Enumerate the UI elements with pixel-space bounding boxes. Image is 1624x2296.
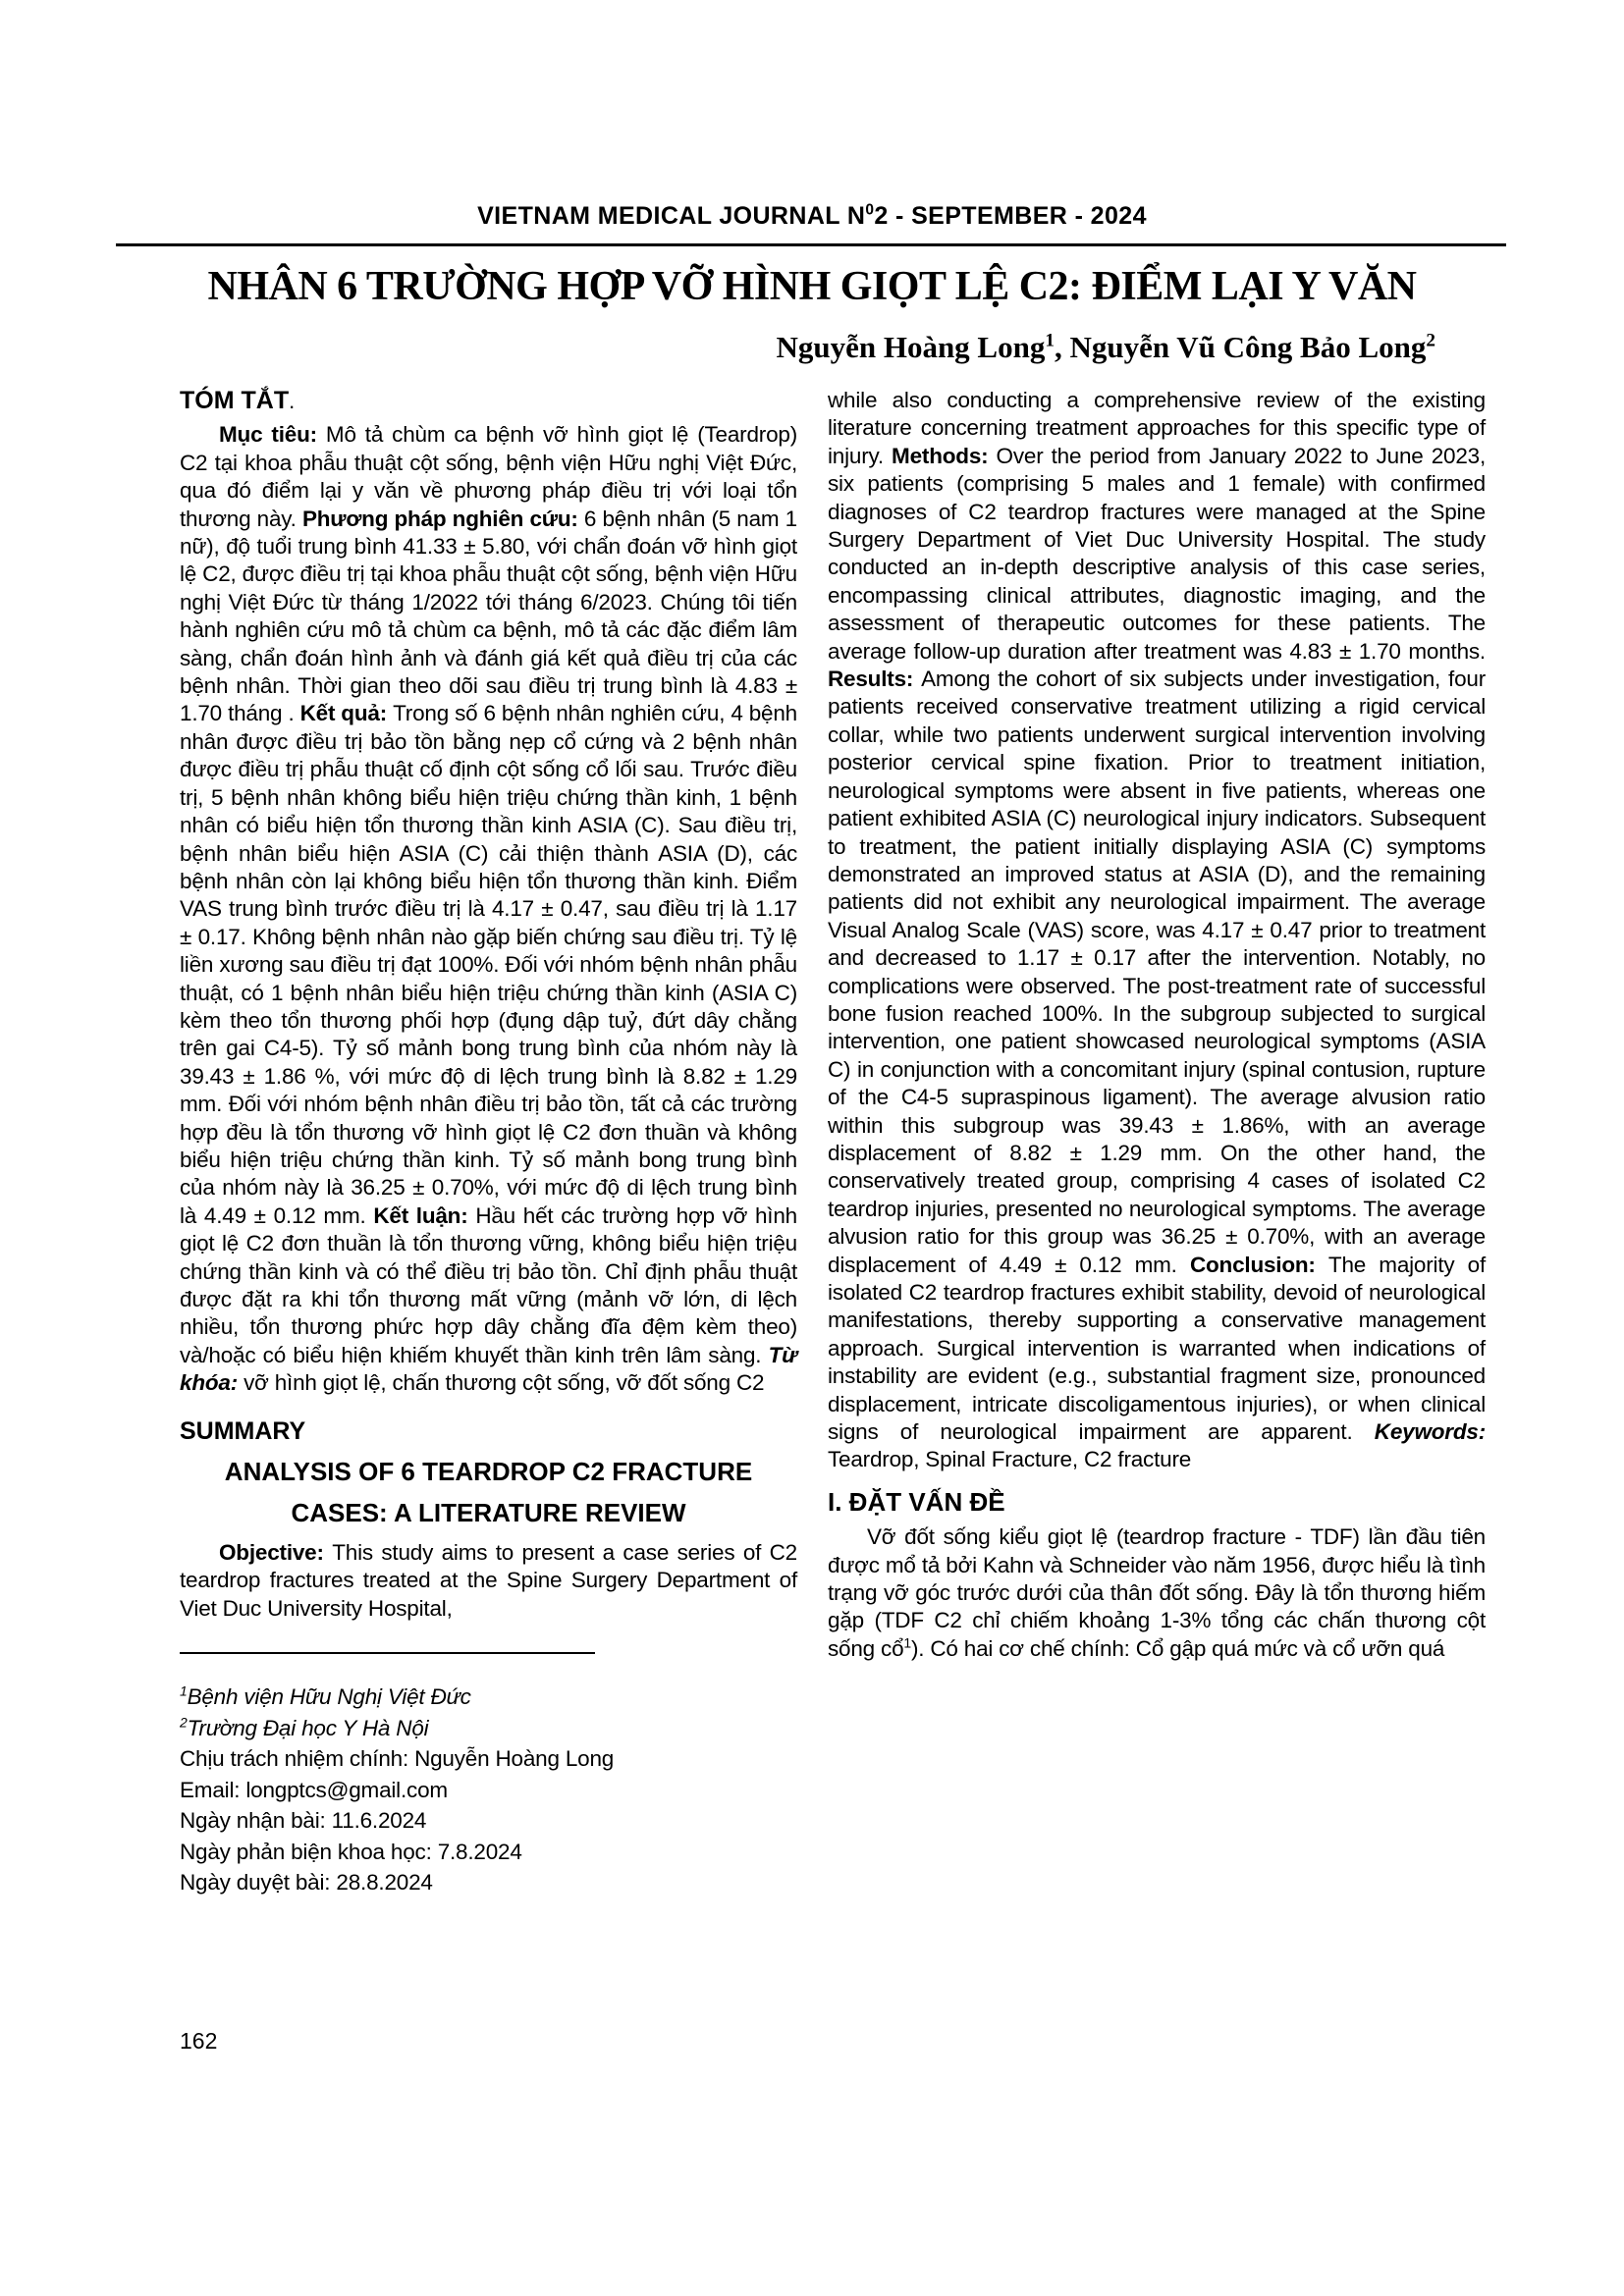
footnote-separator xyxy=(180,1652,595,1654)
affiliation-1: $^1$Bệnh viện Hữu Nghị Việt Đức xyxy=(180,1682,471,1710)
email-line: Email: longptcs@gmail.com xyxy=(180,1777,448,1802)
intro-paragraph: Vỡ đốt sống kiểu giọt lệ (teardrop fracture - TDF) lần đầu tiên được mổ tả bởi Kahn và Schneider vào năm 1956, được hiểu là tình trạng vỡ góc trước dưới của thân đốt sống. Đây là tổn thương hiếm gặp (TDF C2 chỉ chiếm khoảng 1-3% tổng các chấn thương cột sống cổ$^1$). Có hai cơ chế chính: Cổ gập quá mức và cổ ưỡn quá xyxy=(828,1524,1486,1661)
affiliation-2: $^2$Trường Đại học Y Hà Nội xyxy=(180,1714,429,1740)
summary-heading: SUMMARY xyxy=(180,1416,306,1445)
reviewed-date-line: Ngày phản biện khoa học: 7.8.2024 xyxy=(180,1839,522,1864)
summary-title: ANALYSIS OF 6 TEARDROP C2 FRACTURE CASES: A LITERATURE REVIEW xyxy=(224,1457,753,1528)
page-number: 162 xyxy=(180,2028,218,2054)
objective-paragraph: Objective: This study aims to present a case series of C2 teardrop fractures treated at the Spine Surgery Department of Viet Duc University Hospital, xyxy=(180,1540,797,1621)
abstract-heading: TÓM TẮT. xyxy=(180,387,296,414)
abstract-paragraph: Mục tiêu: Mô tả chùm ca bệnh vỡ hình giọt lệ (Teardrop) C2 tại khoa phẫu thuật cột sống, bệnh viện Hữu nghị Việt Đức, qua đó điểm lại y văn về phương pháp điều trị với loại tổn thương này. Phương pháp nghiên cứu: 6 bệnh nhân (5 nam 1 nữ), độ tuổi trung bình 41.33 ± 5.80, với chẩn đoán vỡ hình giọt lệ C2, được điều trị tại khoa phẫu thuật cột sống, bệnh viện Hữu nghị Việt Đức từ tháng 1/2022 tới tháng 6/2023. Chúng tôi tiến hành nghiên cứu mô tả chùm ca bệnh, mô tả các đặc điểm lâm sàng, chẩn đoán hình ảnh và đánh giá kết quả điều trị của các bệnh nhân. Thời gian theo dõi sau điều trị trung bình là 4.83 ± 1.70 tháng . Kết quả: Trong số 6 bệnh nhân nghiên cứu, 4 bệnh nhân được điều trị bảo tồn bằng nẹp cổ cứng và 2 bệnh nhân được điều trị phẫu thuật cố định cột sống cổ lối sau. Trước điều trị, 5 bệnh nhân không biểu hiện triệu chứng thần kinh, 1 bệnh nhân có biểu hiện tổn thương thần kinh ASIA (C). Sau điều trị, bệnh nhân biểu hiện ASIA (C) cải thiện thành ASIA (D), các bệnh nhân còn lại không biểu hiện tổn thương thần kinh. Điểm VAS trung bình trước điều trị là 4.17 ± 0.47, sau điều trị là 1.17 ± 0.17. Không bệnh nhân nào gặp biến chứng sau điều trị. Tỷ lệ liền xương sau điều trị đạt 100%. Đối với nhóm bệnh nhân phẫu thuật, có 1 bệnh nhân biểu hiện triệu chứng thần kinh (ASIA C) kèm theo tổn thương phối hợp (đụng dập tuỷ, đứt dây chằng trên gai C4-5). Tỷ số mảnh bong trung bình của nhóm này là 39.43 ± 1.86 %, với mức độ di lệch trung bình là 8.82 ± 1.29 mm. Đối với nhóm bệnh nhân điều trị bảo tồn, tất cả các trường hợp đều là tổn thương vỡ hình giọt lệ C2 đơn thuần và không biểu hiện triệu chứng thần kinh. Tỷ số mảnh bong trung bình của nhóm này là 36.25 ± 0.70%, với mức độ di lệch trung bình là 4.49 ± 0.12 mm. Kết luận: Hầu hết các trường hợp vỡ hình giọt lệ C2 đơn thuần là tổn thương vững, không biểu hiện triệu chứng thần kinh và có thể điều trị bảo tồn. Chỉ định phẫu thuật được đặt ra khi tổn thương mất vững (mảnh vỡ lớn, di lệch nhiều, tổn thương phức hợp dây chằng đĩa đệm kèm theo) và/hoặc có biểu hiện khiếm khuyết thần kinh trên lâm sàng. Từ khóa: vỡ hình giọt lệ, chấn thương cột sống, vỡ đốt sống C2 xyxy=(180,422,797,1396)
right-column xyxy=(828,387,1486,1663)
intro-heading: I. ĐẶT VẤN ĐỀ xyxy=(828,1486,1005,1517)
article-title: NHÂN 6 TRƯỜNG HỢP VỠ HÌNH GIỌT LỆ C2: ĐIỂM LẠI Y VĂN xyxy=(207,264,1417,309)
accepted-date-line: Ngày duyệt bài: 28.8.2024 xyxy=(180,1870,433,1896)
correspondence-line: Chịu trách nhiệm chính: Nguyễn Hoàng Long xyxy=(180,1746,615,1772)
header-rule xyxy=(116,243,1506,246)
received-date-line: Ngày nhận bài: 11.6.2024 xyxy=(180,1808,427,1834)
english-abstract-paragraph: while also conducting a comprehensive review of the existing literature concerning treatment approaches for this specific type of injury. Methods: Over the period from January 2022 to June 2023, six patients (comprising 5 males and 1 female) with confirmed diagnoses of C2 teardrop fractures were managed at the Spine Surgery Department of Viet Duc University Hospital. The study conducted an in-depth descriptive analysis of this case series, encompassing clinical attributes, diagnostic imaging, and the assessment of therapeutic outcomes for these patients. The average follow-up duration after treatment was 4.83 ± 1.70 months. Results: Among the cohort of six subjects under investigation, four patients received conservative treatment utilizing a rigid cervical collar, while two patients underwent surgical intervention involving posterior cervical spine fixation. Prior to treatment initiation, neurological symptoms were absent in five patients, whereas one patient exhibited ASIA (C) neurological injury indicators. Subsequent to treatment, the patient initially displaying ASIA (C) symptoms demonstrated an improved status at ASIA (D), and the remaining patients did not exhibit any neurological impairment. The average Visual Analog Scale (VAS) score, was 4.17 ± 0.47 prior to treatment and decreased to 1.17 ± 0.17 after the intervention. Notably, no complications were observed. The post-treatment rate of successful bone fusion reached 100%. In the subgroup subjected to surgical intervention, one patient showcased neurological symptoms (ASIA C) in conjunction with a concomitant injury (spinal contusion, rupture of the C4-5 supraspinous ligament). The average alvusion ratio within this subgroup was 39.43 ± 1.86%, with an average displacement of 8.82 ± 1.29 mm. On the other hand, the conservatively treated group, comprising 4 cases of isolated C2 teardrop injuries, presented no neurological symptoms. The average alvusion ratio for this group was 36.25 ± 0.70%, with an average displacement of 4.49 ± 0.12 mm. Conclusion: The majority of isolated C2 teardrop fractures exhibit stability, devoid of neurological manifestations, thereby supporting a conservative management approach. Surgical intervention is warranted when indications of instability are evident (e.g., substantial fragment size, pronounced displacement, intricate discoligamentous injuries), or when clinical signs of neurological impairment are apparent. Keywords: Teardrop, Spinal Fracture, C2 fracture xyxy=(828,388,1486,1472)
journal-header-text: VIETNAM MEDICAL JOURNAL $N^02$ - SEPTEMBER - 2024 xyxy=(477,201,1147,230)
article-authors: Nguyễn Hoàng Long$^1$, Nguyễn Vũ Công Bảo Long$^2$ xyxy=(776,330,1435,364)
left-column xyxy=(180,387,797,1898)
footnotes-block xyxy=(180,1682,797,1898)
